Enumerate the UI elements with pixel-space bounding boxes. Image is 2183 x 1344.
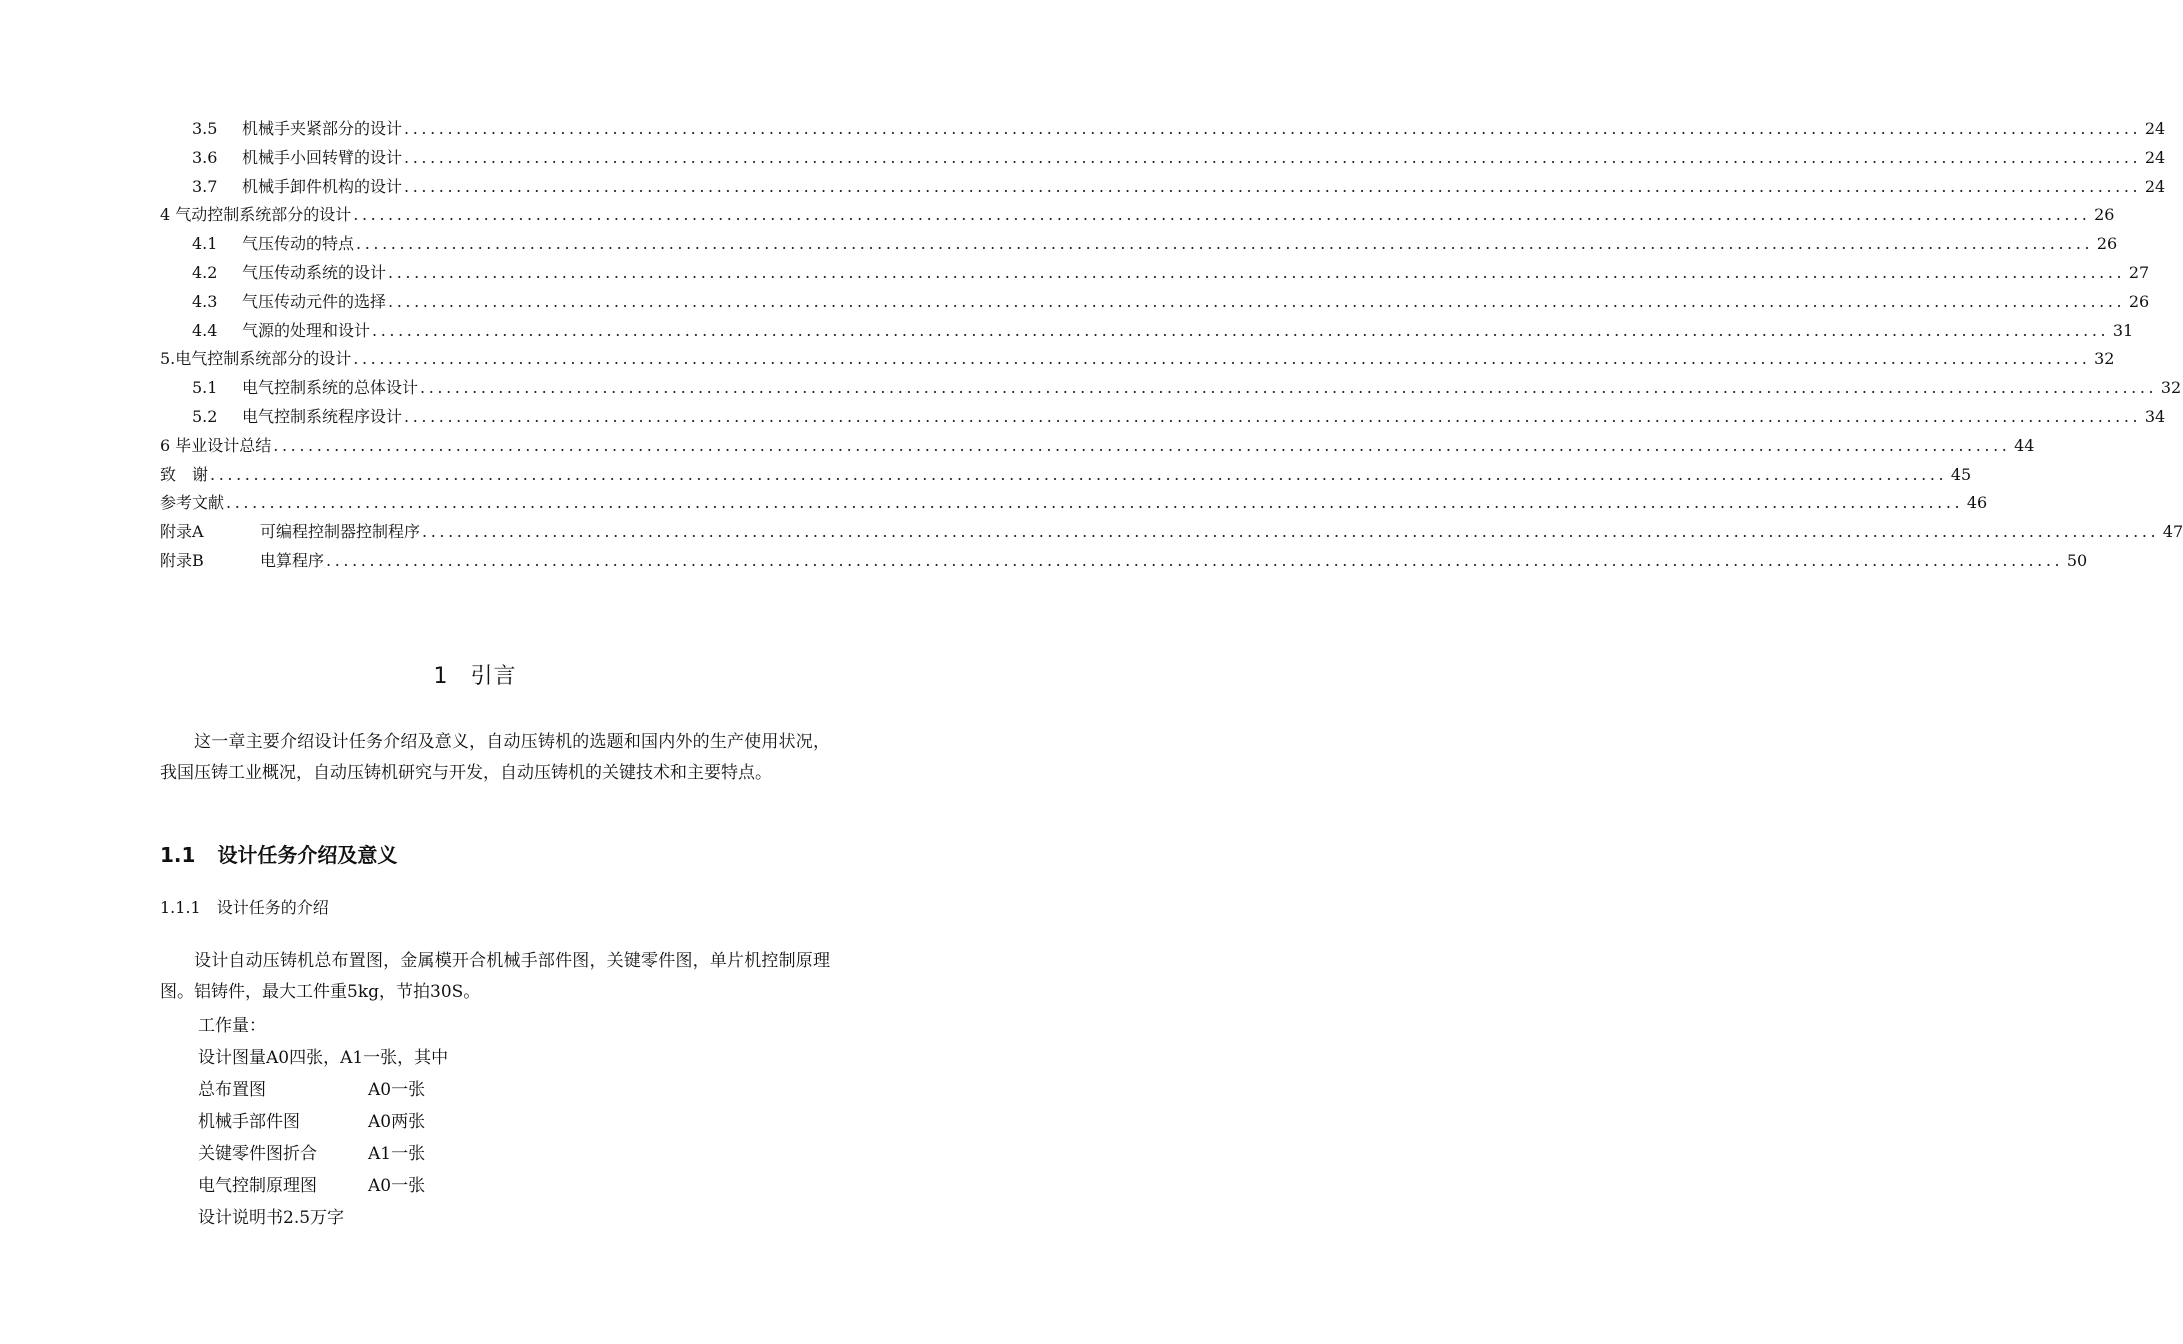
section-number: 1.1 bbox=[160, 843, 196, 867]
toc-page-number: 27 bbox=[2128, 262, 2150, 282]
toc-entry-number: 4.3 bbox=[192, 291, 218, 311]
toc-entry-title bbox=[160, 547, 324, 576]
chapter-title: 引言 bbox=[470, 664, 517, 689]
toc-leader-dots: ........................................................................................................................................................................................................ bbox=[372, 320, 2110, 340]
toc-entry-text: 气压传动的特点 bbox=[242, 234, 355, 254]
toc-leader-dots: ........................................................................................................................................................................................................ bbox=[420, 378, 2158, 398]
toc-entry[interactable] bbox=[160, 518, 2183, 547]
subsection-number: 1.1.1 bbox=[160, 898, 201, 917]
chapter-heading bbox=[0, 659, 950, 690]
toc-entry[interactable] bbox=[160, 288, 2150, 317]
toc-page-number: 26 bbox=[2094, 205, 2115, 225]
section-title: 设计任务介绍及意义 bbox=[217, 843, 398, 867]
toc-entry-number: 4.1 bbox=[192, 234, 218, 254]
toc-leader-dots: ........................................................................................................................................................................................................ bbox=[226, 493, 1964, 513]
toc-entry-number: 5.2 bbox=[192, 406, 218, 426]
workload-item-name: 电气控制原理图 bbox=[198, 1176, 317, 1196]
toc-entry-text: 机械手卸件机构的设计 bbox=[242, 176, 403, 196]
toc-page-number: 45 bbox=[1950, 464, 1972, 484]
toc-entry[interactable] bbox=[160, 144, 2166, 173]
toc-page-number: 46 bbox=[1966, 493, 1988, 513]
toc-entry-text: 气压传动元件的选择 bbox=[242, 291, 387, 311]
toc-entry-title bbox=[192, 115, 402, 144]
toc-entry-title bbox=[192, 230, 354, 259]
toc-entry-title bbox=[160, 461, 208, 490]
workload-item bbox=[198, 1074, 448, 1106]
toc-entry-text: 机械手小回转臂的设计 bbox=[242, 147, 403, 167]
workload-item bbox=[198, 1138, 448, 1170]
toc-page-number: 26 bbox=[2128, 291, 2150, 311]
toc-leader-dots: ........................................................................................................................................................................................................ bbox=[326, 550, 2064, 570]
toc-leader-dots: ........................................................................................................................................................................................................ bbox=[422, 522, 2160, 542]
toc-entry-title bbox=[192, 317, 370, 346]
toc-entry-title bbox=[160, 201, 351, 230]
toc-entry-number: 4 bbox=[160, 205, 171, 225]
toc-leader-dots: ........................................................................................................................................................................................................ bbox=[404, 147, 2142, 167]
toc-entry-text: 气动控制系统部分的设计 bbox=[175, 205, 352, 225]
toc-entry-number: 4.4 bbox=[192, 320, 218, 340]
toc-page-number: 34 bbox=[2144, 406, 2166, 426]
toc-page-number: 24 bbox=[2144, 176, 2166, 196]
toc-entry-title bbox=[192, 259, 386, 288]
toc-entry-text: 电气控制系统部分的设计 bbox=[175, 349, 352, 369]
toc-entry-title bbox=[160, 518, 420, 547]
workload-item-spec: A0一张 bbox=[368, 1080, 426, 1100]
workload-item-spec: A1一张 bbox=[368, 1144, 426, 1164]
toc-entry-number: 3.7 bbox=[192, 176, 218, 196]
toc-leader-dots: ........................................................................................................................................................................................................ bbox=[404, 406, 2142, 426]
toc-entry-text: 电气控制系统的总体设计 bbox=[242, 378, 419, 398]
workload-item-name: 机械手部件图 bbox=[198, 1112, 300, 1132]
toc-entry[interactable] bbox=[160, 547, 2088, 576]
intro-paragraph: 这一章主要介绍设计任务介绍及意义，自动压铸机的选题和国内外的生产使用状况，我国压铸工业概况，自动压铸机研究与开发，自动压铸机的关键技术和主要特点。 bbox=[160, 732, 830, 783]
toc-leader-dots: ........................................................................................................................................................................................................ bbox=[388, 291, 2126, 311]
toc-entry[interactable] bbox=[160, 115, 2166, 144]
workload-item-spec: A0一张 bbox=[368, 1176, 426, 1196]
toc-entry[interactable] bbox=[160, 317, 2134, 346]
toc-entry[interactable] bbox=[160, 173, 2166, 202]
toc-entry[interactable] bbox=[160, 201, 2115, 230]
toc-entry[interactable] bbox=[160, 374, 2182, 403]
subsection-title: 设计任务的介绍 bbox=[216, 898, 329, 917]
toc-page-number: 24 bbox=[2144, 119, 2166, 138]
section-heading bbox=[160, 839, 397, 868]
toc-leader-dots: ........................................................................................................................................................................................................ bbox=[356, 234, 2094, 254]
toc-entry[interactable] bbox=[160, 345, 2115, 374]
toc-leader-dots: ........................................................................................................................................................................................................ bbox=[404, 119, 2142, 138]
workload-item-spec: A0两张 bbox=[368, 1112, 426, 1132]
toc-entry-title bbox=[192, 288, 386, 317]
toc-leader-dots: ........................................................................................................................................................................................................ bbox=[404, 176, 2142, 196]
toc-entry-text: 电气控制系统程序设计 bbox=[242, 406, 403, 426]
toc-entry-text: 气压传动系统的设计 bbox=[242, 262, 387, 282]
toc-page-number: 31 bbox=[2112, 320, 2134, 340]
toc-leader-dots: ........................................................................................................................................................................................................ bbox=[353, 205, 2091, 225]
toc-entry-text: 致 谢 bbox=[160, 464, 209, 484]
workload-item bbox=[198, 1106, 448, 1138]
toc-entry[interactable] bbox=[160, 403, 2166, 432]
task-paragraph: 设计自动压铸机总布置图，金属模开合机械手部件图，关键零件图，单片机控制原理图。铝铸件，最大工件重5kg，节拍30S。 bbox=[160, 951, 830, 1002]
toc-entry-number: 4.2 bbox=[192, 262, 218, 282]
toc-entry-title bbox=[160, 489, 224, 518]
toc-entry-title bbox=[160, 345, 351, 374]
table-of-contents bbox=[160, 115, 2183, 576]
toc-entry[interactable] bbox=[160, 489, 1988, 518]
toc-entry-number: 5. bbox=[160, 349, 176, 369]
toc-entry[interactable] bbox=[160, 259, 2150, 288]
toc-entry-number: 6 bbox=[160, 435, 171, 455]
toc-page-number: 44 bbox=[2014, 435, 2035, 455]
workload-summary: 设计图量A0四张，A1一张，其中 bbox=[198, 1048, 449, 1068]
toc-entry[interactable] bbox=[160, 432, 2035, 461]
toc-entry-text: 机械手夹紧部分的设计 bbox=[242, 119, 403, 138]
toc-page-number: 26 bbox=[2096, 234, 2118, 254]
toc-page-number: 32 bbox=[2094, 349, 2115, 369]
workload-heading: 工作量： bbox=[198, 1016, 266, 1036]
toc-leader-dots: ........................................................................................................................................................................................................ bbox=[353, 349, 2091, 369]
toc-entry-number: 3.5 bbox=[192, 119, 218, 138]
workload-item-name: 关键零件图折合 bbox=[198, 1144, 317, 1164]
toc-page-number: 24 bbox=[2144, 147, 2166, 167]
workload-item-name: 总布置图 bbox=[198, 1080, 266, 1100]
chapter-number: 1 bbox=[433, 664, 449, 689]
toc-entry-number: 附录B bbox=[160, 550, 204, 570]
toc-page-number: 50 bbox=[2066, 550, 2088, 570]
toc-entry-number: 附录A bbox=[160, 522, 204, 542]
toc-entry[interactable] bbox=[160, 461, 1972, 490]
toc-page-number: 32 bbox=[2160, 378, 2182, 398]
workload-item bbox=[198, 1170, 448, 1202]
subsection-heading bbox=[160, 895, 329, 918]
toc-entry-text: 电算程序 bbox=[260, 550, 325, 570]
toc-entry-title bbox=[160, 432, 271, 461]
toc-entry-title bbox=[192, 173, 402, 202]
toc-entry-number: 3.6 bbox=[192, 147, 218, 167]
toc-entry-title bbox=[192, 374, 418, 403]
toc-leader-dots: ........................................................................................................................................................................................................ bbox=[388, 262, 2126, 282]
toc-entry[interactable] bbox=[160, 230, 2118, 259]
toc-entry-text: 参考文献 bbox=[160, 493, 225, 513]
toc-page-number: 47 bbox=[2162, 522, 2183, 542]
workload-list bbox=[198, 1010, 448, 1234]
toc-entry-title bbox=[192, 144, 402, 173]
toc-entry-text: 毕业设计总结 bbox=[175, 435, 272, 455]
toc-leader-dots: ........................................................................................................................................................................................................ bbox=[210, 464, 1948, 484]
workload-manual: 设计说明书2.5万字 bbox=[198, 1208, 345, 1228]
toc-entry-number: 5.1 bbox=[192, 378, 218, 398]
toc-leader-dots: ........................................................................................................................................................................................................ bbox=[273, 435, 2011, 455]
toc-entry-text: 气源的处理和设计 bbox=[242, 320, 371, 340]
toc-entry-title bbox=[192, 403, 402, 432]
toc-entry-text: 可编程控制器控制程序 bbox=[260, 522, 421, 542]
